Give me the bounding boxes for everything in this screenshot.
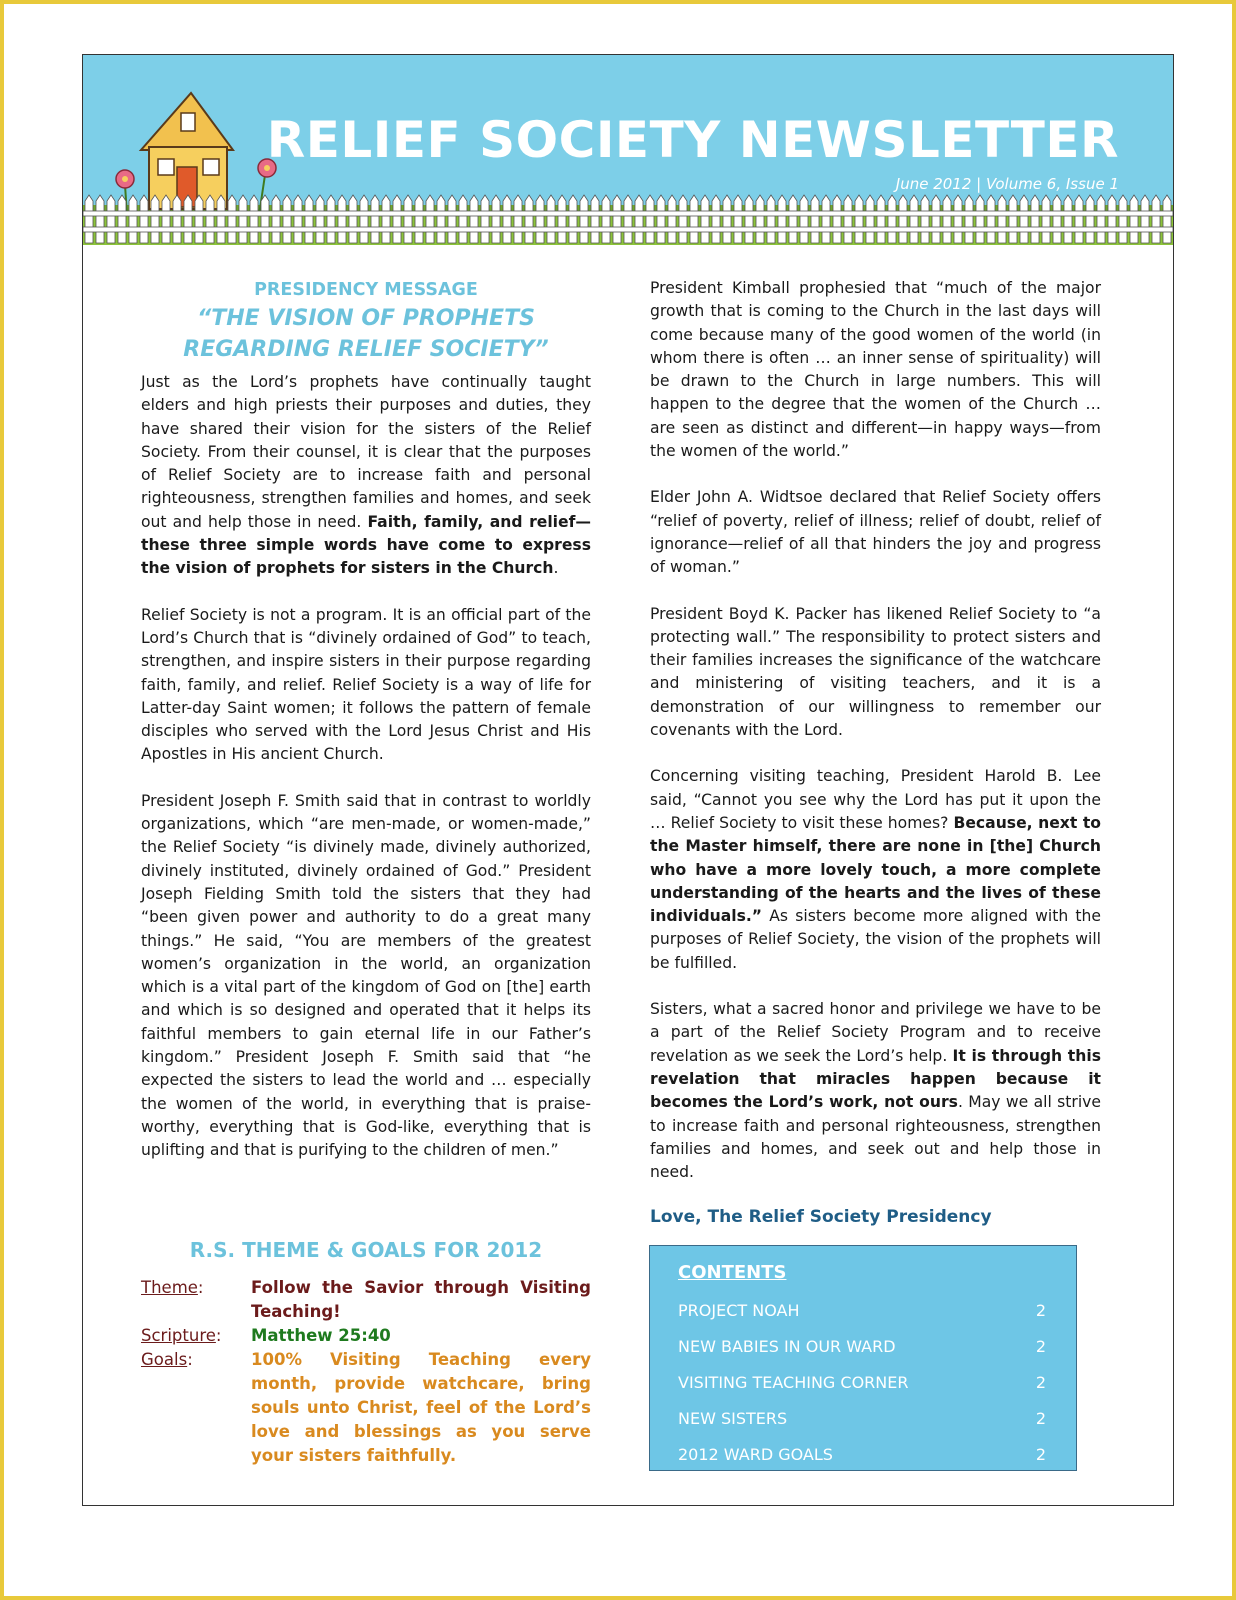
contents-item[interactable]: 2012 WARD GOALS 2 [678, 1445, 1046, 1464]
fence-picket [558, 195, 566, 243]
fence-picket [569, 195, 577, 243]
house-icon [141, 93, 233, 209]
fence-picket [536, 195, 544, 243]
fence-picket [1152, 195, 1160, 243]
fence-picket [811, 195, 819, 243]
fence-picket [1042, 195, 1050, 243]
fence-picket [767, 195, 775, 243]
contents-box [649, 1245, 1077, 1471]
fence-picket [470, 195, 478, 243]
fence-picket [624, 195, 632, 243]
fence-picket [250, 195, 258, 243]
fence-picket [492, 195, 500, 243]
paragraph-3: President Joseph F. Smith said that in contrast to worldly organizations, which “are men-made, or women-made,” the Relief Society “is divinely made, divinely authorized, divinely instituted, divinely ordained of God.” President Joseph Fielding Smith told the sisters that they had “been given power and authority to do a great many things.” He said, “You are members of the greatest women’s organization in the world, an organization which is a vital part of the kingdom of God on [the] earth and which is so designed and operated that it helps its faithful members to gain eternal life in our Father’s kingdom.” President Joseph F. Smith said that “he expected the sisters to lead the world and … especially the women of the world, in everything that is praise-worthy, everything that is God-like, everything that is uplifting and that is purifying to the children of men.” [141, 791, 591, 1160]
fence-picket [151, 195, 159, 243]
goals-row: Goals: 100% Visiting Teaching every month, provide watchcare, bring souls unto Christ, feel of the Lord’s love and blessings as you serve your sisters faithfully. [141, 1348, 591, 1468]
scripture-value: Matthew 25:40 [251, 1326, 391, 1345]
fence-picket [547, 195, 555, 243]
fence-picket [932, 195, 940, 243]
goals-title: R.S. THEME & GOALS FOR 2012 [189, 1238, 543, 1262]
fence-picket [371, 195, 379, 243]
fence-picket [338, 195, 346, 243]
contents-item[interactable]: NEW SISTERS 2 [678, 1409, 1046, 1428]
fence-picket [217, 195, 225, 243]
fence-picket [1031, 195, 1039, 243]
fence-picket [943, 195, 951, 243]
fence-picket [327, 195, 335, 243]
right-column [650, 277, 1101, 1227]
fence-picket [734, 195, 742, 243]
fence-picket [503, 195, 511, 243]
fence-picket [173, 195, 181, 243]
paragraph-4: President Kimball prophesied that “much of the major growth that is coming to the Church in the last days will come because many of the good women of the world (in whom there is often … an inner sense of spirituality) will be drawn to the Church in large numbers. This will happen to the degree that the women of the Church … are seen as distinct and different—in happy ways—from the women of the world.” [650, 279, 1101, 461]
fence-picket [140, 195, 148, 243]
fence-picket [668, 195, 676, 243]
picket-fence [83, 195, 1173, 243]
fence-picket [514, 195, 522, 243]
fence-picket [800, 195, 808, 243]
fence-picket [602, 195, 610, 243]
fence-picket [976, 195, 984, 243]
left-column [141, 277, 591, 1186]
fence-picket [866, 195, 874, 243]
fence-picket [1163, 195, 1171, 243]
fence-picket [118, 195, 126, 243]
fence-picket [833, 195, 841, 243]
fence-picket [613, 195, 621, 243]
fence-picket [1064, 195, 1072, 243]
fence-picket [679, 195, 687, 243]
fence-picket [987, 195, 995, 243]
fence-picket [107, 195, 115, 243]
fence-picket [184, 195, 192, 243]
paragraph-2: Relief Society is not a program. It is an official part of the Lord’s Church that is “divinely ordained of God” to teach, strengthen, and inspire sisters in their purpose regarding faith, family, and relief. Relief Society is a way of life for Latter-day Saint women; it follows the pattern of female disciples who served with the Lord Jesus Christ and His Apostles in His ancient Church. [141, 605, 591, 764]
fence-picket [701, 195, 709, 243]
fence-picket [96, 195, 104, 243]
paragraph-7: Concerning visiting teaching, President Harold B. Lee said, “Cannot you see why the Lord has put it upon the … Relief Society to visit these homes? Because, next to the Master himself, there are none in [the] Church who have a more lovely touch, a more complete understanding of the hearts and the lives of these individuals.” As sisters become more aligned with the purposes of Relief Society, the vision of the prophets will be fulfilled. [650, 767, 1101, 972]
fence-picket [745, 195, 753, 243]
fence-picket [481, 195, 489, 243]
fence-picket [349, 195, 357, 243]
fence-picket [239, 195, 247, 243]
header-banner [83, 55, 1173, 245]
paragraph-8: Sisters, what a sacred honor and privilege we have to be a part of the Relief Society Program and to receive revelation as we seek the Lord’s help. It is through this revelation that miracles happen because it becomes the Lord’s work, not ours. May we all strive to increase faith and personal righteousness, strengthen families and homes, and seek out and help those in need. [650, 1000, 1101, 1182]
paragraph-1: Just as the Lord’s prophets have continually taught elders and high priests their purposes and duties, they have shared their vision for the sisters of the Relief Society. From their counsel, it is clear that the purposes of Relief Society are to increase faith and personal righteousness, strengthen families and homes, and seek out and help those in need. Faith, family, and relief—these three simple words have come to express the vision of prophets for sisters in the Church. [141, 373, 591, 578]
fence-picket [525, 195, 533, 243]
goals-key: Goals [141, 1350, 188, 1369]
fence-picket [1119, 195, 1127, 243]
newsletter-title: RELIEF SOCIETY NEWSLETTER [266, 111, 1119, 169]
fence-picket [1053, 195, 1061, 243]
fence-picket [1086, 195, 1094, 243]
fence-picket [778, 195, 786, 243]
fence-picket [954, 195, 962, 243]
paragraph-5: Elder John A. Widtsoe declared that Relief Society offers “relief of poverty, relief of illness; relief of doubt, relief of ignorance—relief of all that hinders the joy and progress of woman.” [650, 488, 1101, 577]
fence-picket [294, 195, 302, 243]
fence-picket [723, 195, 731, 243]
fence-picket [1097, 195, 1105, 243]
fence-picket [888, 195, 896, 243]
fence-picket [789, 195, 797, 243]
fence-picket [195, 195, 203, 243]
fence-picket [591, 195, 599, 243]
fence-picket [965, 195, 973, 243]
contents-item[interactable]: NEW BABIES IN OUR WARD 2 [678, 1337, 1046, 1356]
fence-picket [580, 195, 588, 243]
fence-picket [437, 195, 445, 243]
fence-picket [360, 195, 368, 243]
fence-picket [129, 195, 137, 243]
fence-picket [228, 195, 236, 243]
issue-line: June 2012 | Volume 6, Issue 1 [895, 175, 1119, 193]
theme-row: Theme: Follow the Savior through Visiting Teaching! [141, 1276, 591, 1324]
signoff: Love, The Relief Society Presidency [650, 1207, 992, 1228]
fence-picket [382, 195, 390, 243]
fence-picket [1130, 195, 1138, 243]
fence-picket [635, 195, 643, 243]
theme-value: Follow the Savior through Visiting Teaching! [251, 1278, 591, 1321]
fence-picket [85, 195, 93, 243]
fence-picket [206, 195, 214, 243]
fence-picket [877, 195, 885, 243]
goals-block [141, 1276, 591, 1468]
fence-picket [305, 195, 313, 243]
fence-picket [426, 195, 434, 243]
fence-picket [393, 195, 401, 243]
fence-picket [657, 195, 665, 243]
fence-picket [899, 195, 907, 243]
newsletter-page [82, 54, 1174, 1506]
fence-picket [404, 195, 412, 243]
theme-key: Theme [141, 1278, 198, 1297]
presidency-label: PRESIDENCY MESSAGE [254, 280, 478, 300]
contents-item[interactable]: PROJECT NOAH 2 [678, 1301, 1046, 1320]
presidency-title: “THE VISION OF PROPHETS REGARDING RELIEF SOCIETY” [183, 306, 549, 362]
fence-picket [1009, 195, 1017, 243]
fence-picket [1075, 195, 1083, 243]
fence-picket [921, 195, 929, 243]
fence-picket [448, 195, 456, 243]
fence-picket [646, 195, 654, 243]
fence-picket [690, 195, 698, 243]
fence-picket [162, 195, 170, 243]
scripture-key: Scripture [141, 1326, 216, 1345]
fence-picket [261, 195, 269, 243]
fence-picket [316, 195, 324, 243]
fence-picket [910, 195, 918, 243]
goals-value: 100% Visiting Teaching every month, provide watchcare, bring souls unto Christ, feel of the Lord’s love and blessings as you serve your sisters faithfully. [251, 1350, 591, 1465]
fence-picket [998, 195, 1006, 243]
contents-heading[interactable]: CONTENTS [678, 1262, 787, 1283]
page-background [4, 4, 1232, 1596]
fence-picket [272, 195, 280, 243]
fence-picket [459, 195, 467, 243]
fence-picket [283, 195, 291, 243]
fence-picket [1108, 195, 1116, 243]
fence-picket [844, 195, 852, 243]
fence-picket [855, 195, 863, 243]
fence-picket [1141, 195, 1149, 243]
scripture-row: Scripture: Matthew 25:40 [141, 1324, 591, 1348]
fence-picket [712, 195, 720, 243]
fence-picket [756, 195, 764, 243]
fence-picket [822, 195, 830, 243]
fence-picket [415, 195, 423, 243]
fence-picket [1020, 195, 1028, 243]
paragraph-6: President Boyd K. Packer has likened Relief Society to “a protecting wall.” The responsibility to protect sisters and their families increases the significance of the watchcare and ministering of visiting teachers, and it is a demonstration of our willingness to remember our covenants with the Lord. [650, 604, 1101, 740]
contents-item[interactable]: VISITING TEACHING CORNER 2 [678, 1373, 1046, 1392]
